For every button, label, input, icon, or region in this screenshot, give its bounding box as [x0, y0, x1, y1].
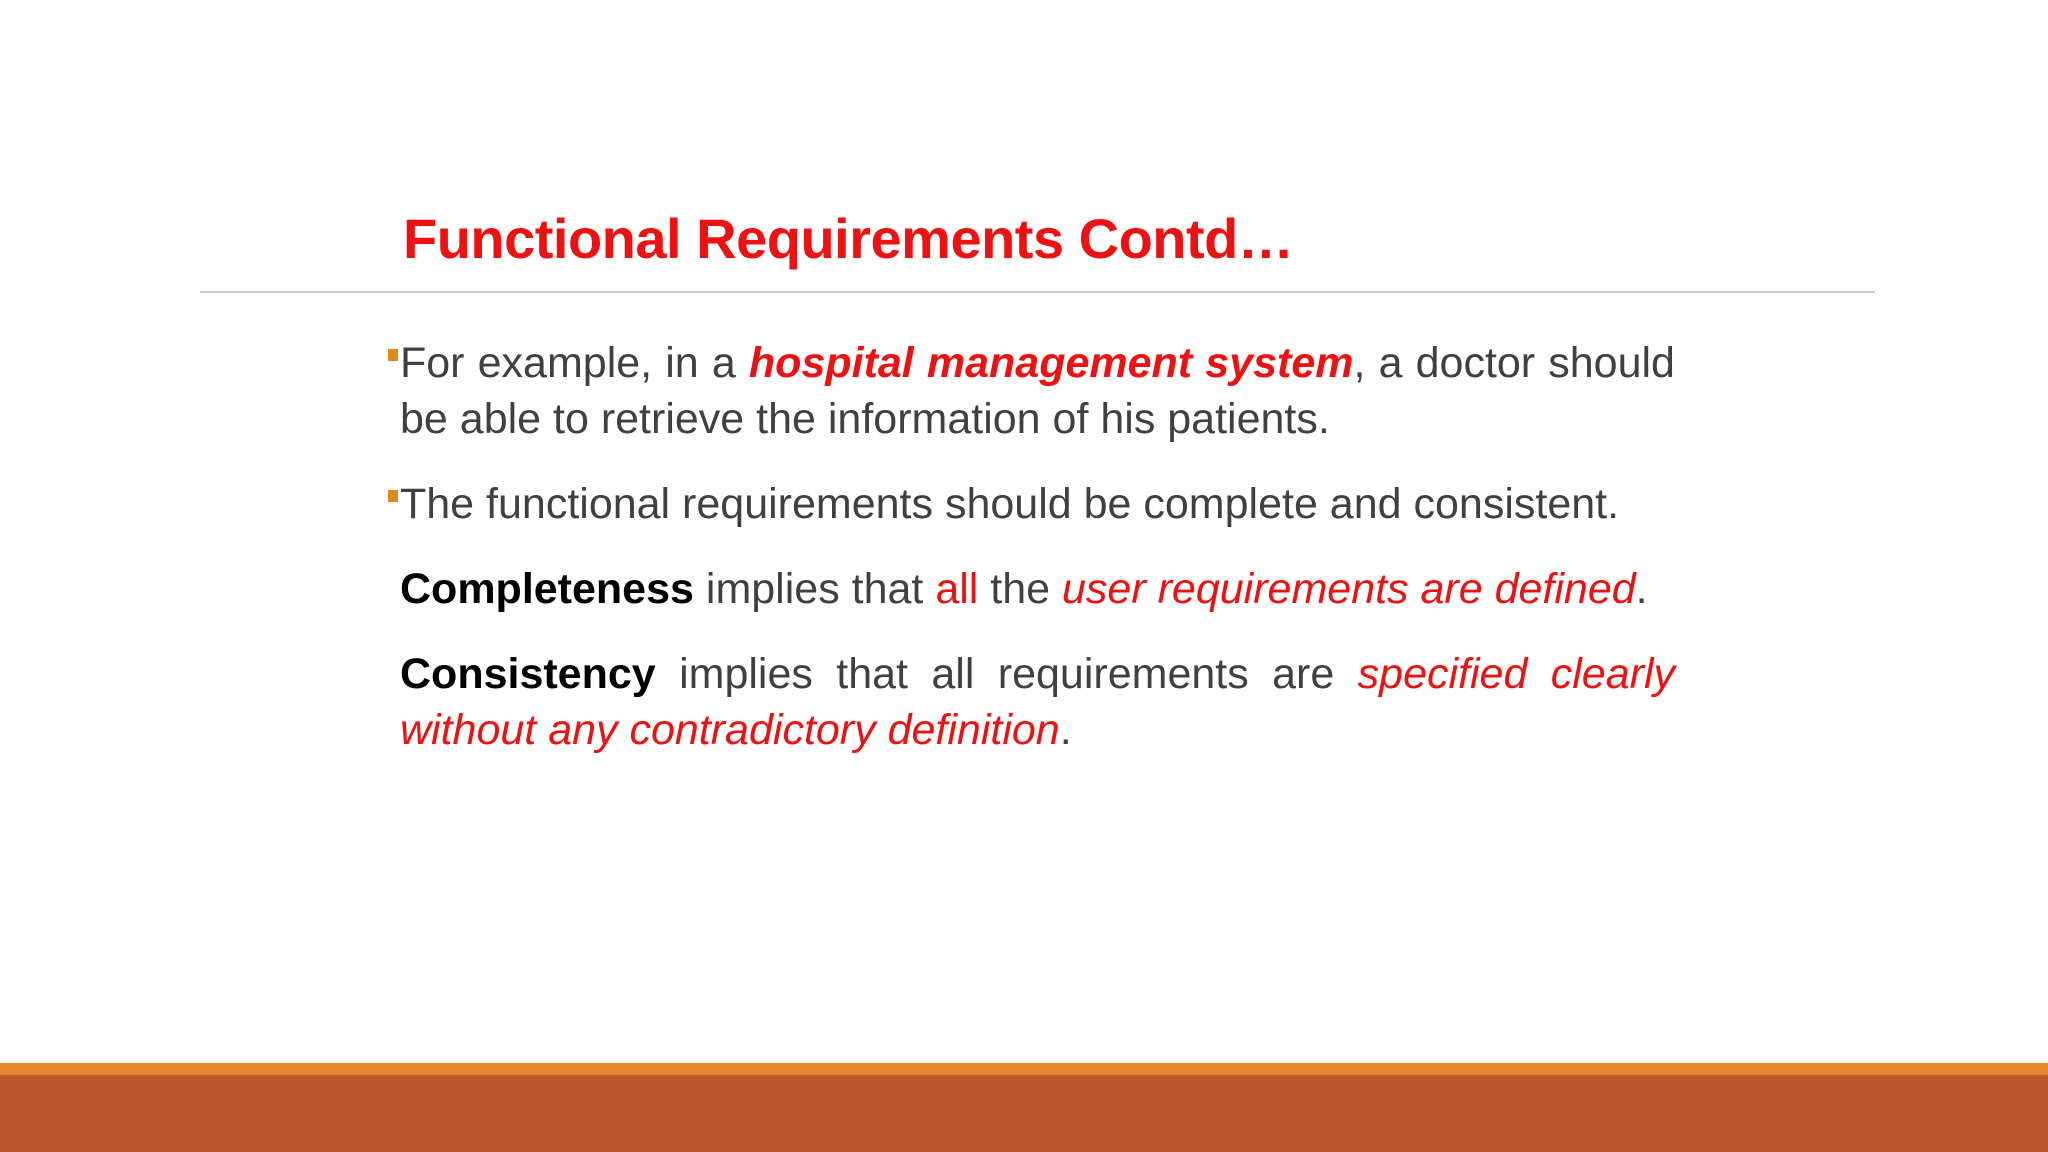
slide-body	[400, 335, 1675, 787]
paragraph-completeness	[400, 561, 1675, 617]
consistency-end: .	[1059, 706, 1072, 754]
complete-consistent-text: The functional requirements should be complete and consistent.	[400, 480, 1620, 528]
bullet-paragraph-complete-consistent	[400, 476, 1675, 532]
slide-title: Functional Requirements Contd…	[403, 207, 1294, 270]
square-bullet-icon	[388, 349, 398, 361]
consistency-term: Consistency	[400, 650, 656, 698]
completeness-term: Completeness	[400, 565, 694, 613]
paragraph-consistency	[400, 646, 1675, 758]
completeness-end: .	[1635, 565, 1648, 613]
consistency-mid: implies that all requirements are	[655, 650, 1358, 698]
example-emphasis: hospital management system	[748, 339, 1354, 387]
footer-accent-stripe	[0, 1063, 2048, 1075]
bullet-paragraph-example	[400, 335, 1675, 447]
completeness-italic: user requirements are defined	[1062, 565, 1636, 613]
consistency-italic: specified clearly without any contradictory definition	[400, 650, 1676, 754]
completeness-mid1: implies that	[693, 565, 936, 613]
square-bullet-icon	[388, 490, 398, 502]
example-text-pre: For example, in a	[400, 339, 749, 387]
completeness-red-word: all	[935, 565, 979, 613]
completeness-mid2: the	[978, 565, 1063, 613]
title-divider	[200, 291, 1875, 293]
footer-band	[0, 1075, 2048, 1152]
example-text-post: , a doctor should be able to retrieve the information of his patients.	[400, 339, 1675, 443]
